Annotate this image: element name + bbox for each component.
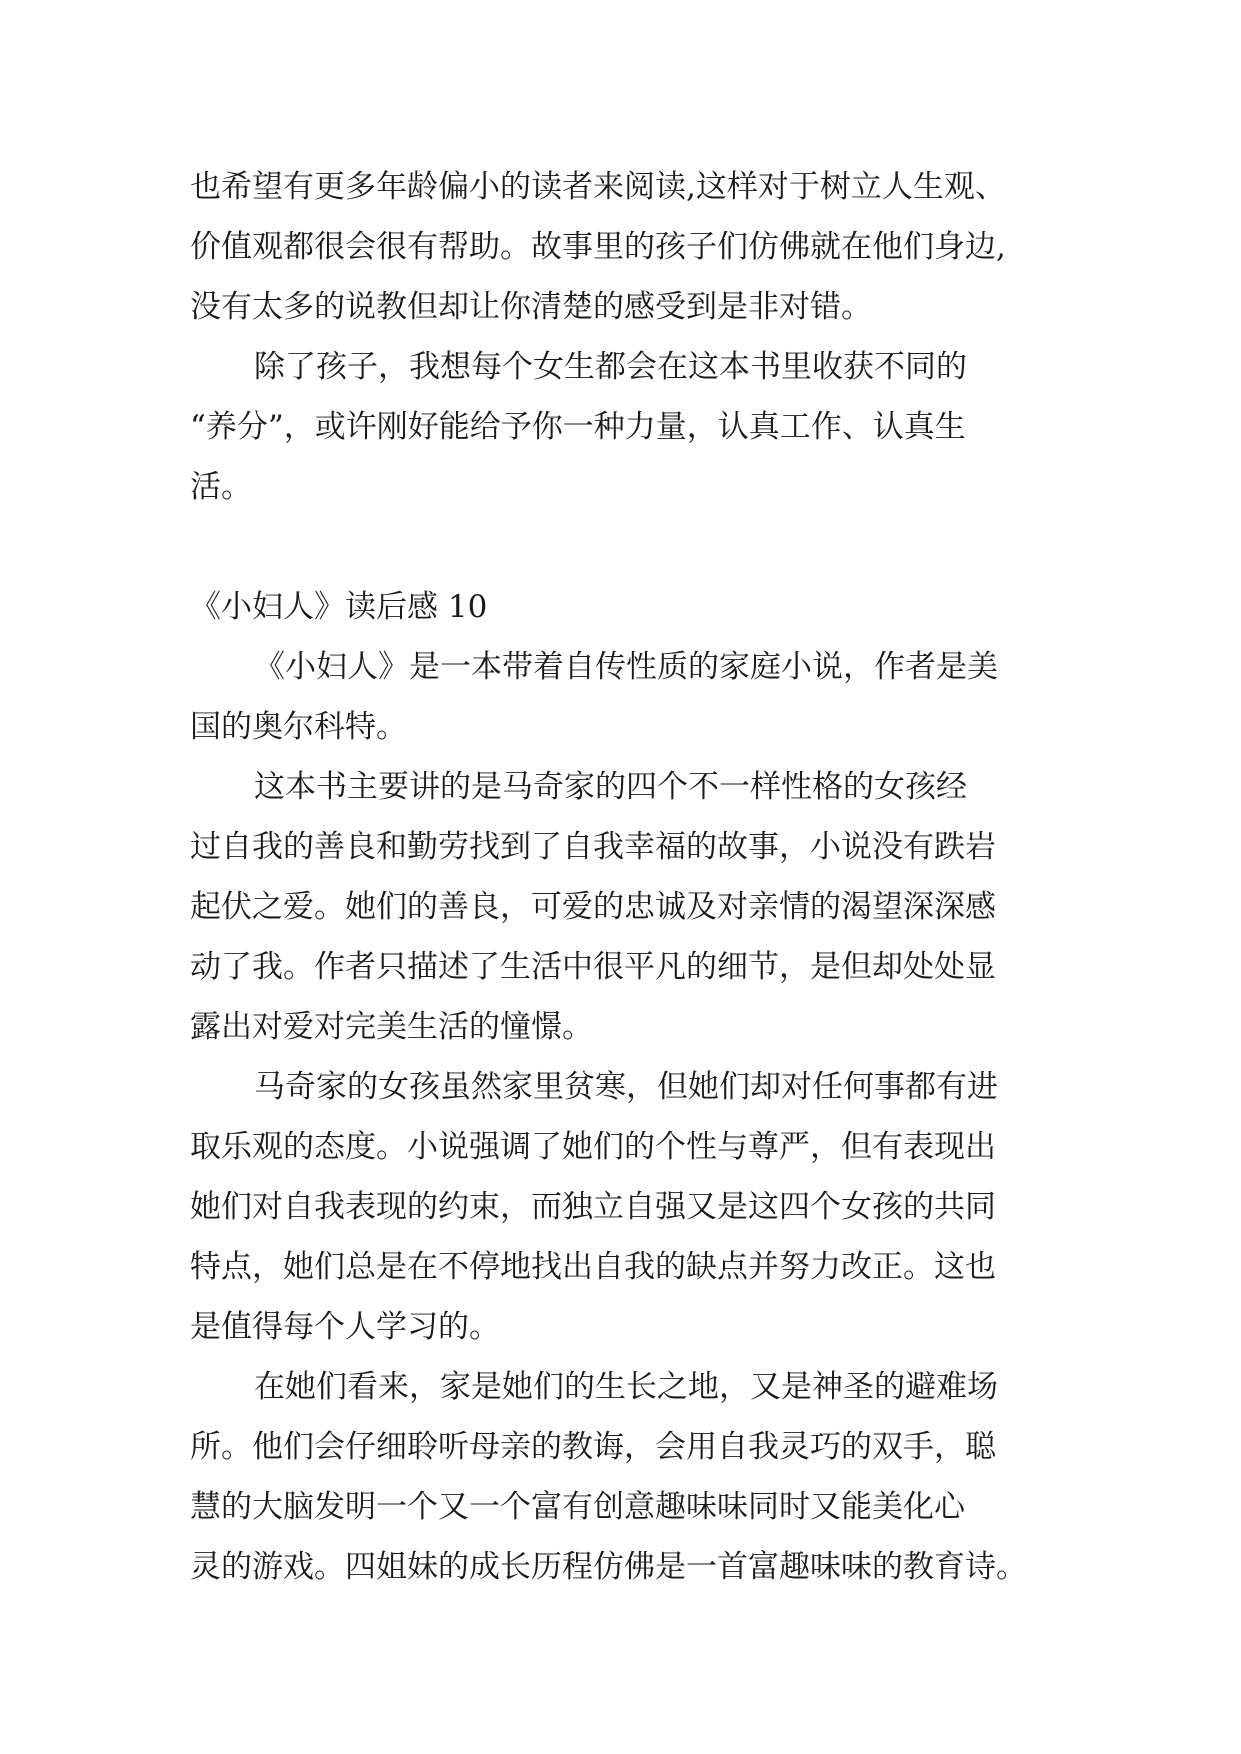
text-line: 动了我。作者只描述了生活中很平凡的细节，是但却处处显 (190, 949, 996, 985)
paragraph-continued (190, 157, 1090, 337)
paragraph-character (190, 1057, 1090, 1357)
text-line: 国的奥尔科特。 (190, 709, 407, 745)
text-line: 价值观都很会很有帮助。故事里的孩子们仿佛就在他们身边, (190, 229, 1006, 265)
section-spacer (190, 517, 1090, 577)
text-line: 慧的大脑发明一个又一个富有创意趣味味同时又能美化心 (190, 1489, 965, 1525)
text-line: 露出对爱对完美生活的憧憬。 (190, 1009, 593, 1045)
text-line: 灵的游戏。四姐妹的成长历程仿佛是一首富趣味味的教育诗。 (190, 1549, 1027, 1585)
text-line: 过自我的善良和勤劳找到了自我幸福的故事，小说没有跌岩 (190, 829, 996, 865)
paragraph-intro (190, 637, 1090, 757)
paragraph-closing (190, 337, 1090, 517)
text-line: 这本书主要讲的是马奇家的四个不一样性格的女孩经 (254, 769, 967, 805)
text-line: 在她们看来，家是她们的生长之地，又是神圣的避难场 (254, 1369, 998, 1405)
text-line: 她们对自我表现的约束，而独立自强又是这四个女孩的共同 (190, 1189, 996, 1225)
paragraph-home (190, 1357, 1090, 1597)
text-line: 《小妇人》是一本带着自传性质的家庭小说，作者是美 (254, 649, 998, 685)
section-heading: 《小妇人》读后感 10 (190, 589, 488, 625)
text-line: 活。 (190, 469, 252, 505)
document-body (190, 157, 1090, 1597)
text-line: “养分”，或许刚好能给予你一种力量，认真工作、认真生 (190, 409, 966, 445)
text-line: 所。他们会仔细聆听母亲的教诲，会用自我灵巧的双手，聪 (190, 1429, 996, 1465)
text-line: 除了孩子，我想每个女生都会在这本书里收获不同的 (254, 349, 967, 385)
paragraph-summary (190, 757, 1090, 1057)
text-line: 起伏之爱。她们的善良，可爱的忠诚及对亲情的渴望深深感 (190, 889, 996, 925)
text-line: 马奇家的女孩虽然家里贫寒，但她们却对任何事都有进 (254, 1069, 998, 1105)
text-line: 也希望有更多年龄偏小的读者来阅读,这样对于树立人生观、 (190, 169, 1006, 205)
text-line: 没有太多的说教但却让你清楚的感受到是非对错。 (190, 289, 872, 325)
text-line: 取乐观的态度。小说强调了她们的个性与尊严，但有表现出 (190, 1129, 996, 1165)
text-line: 特点，她们总是在不停地找出自我的缺点并努力改正。这也 (190, 1249, 996, 1285)
text-line: 是值得每个人学习的。 (190, 1309, 500, 1345)
